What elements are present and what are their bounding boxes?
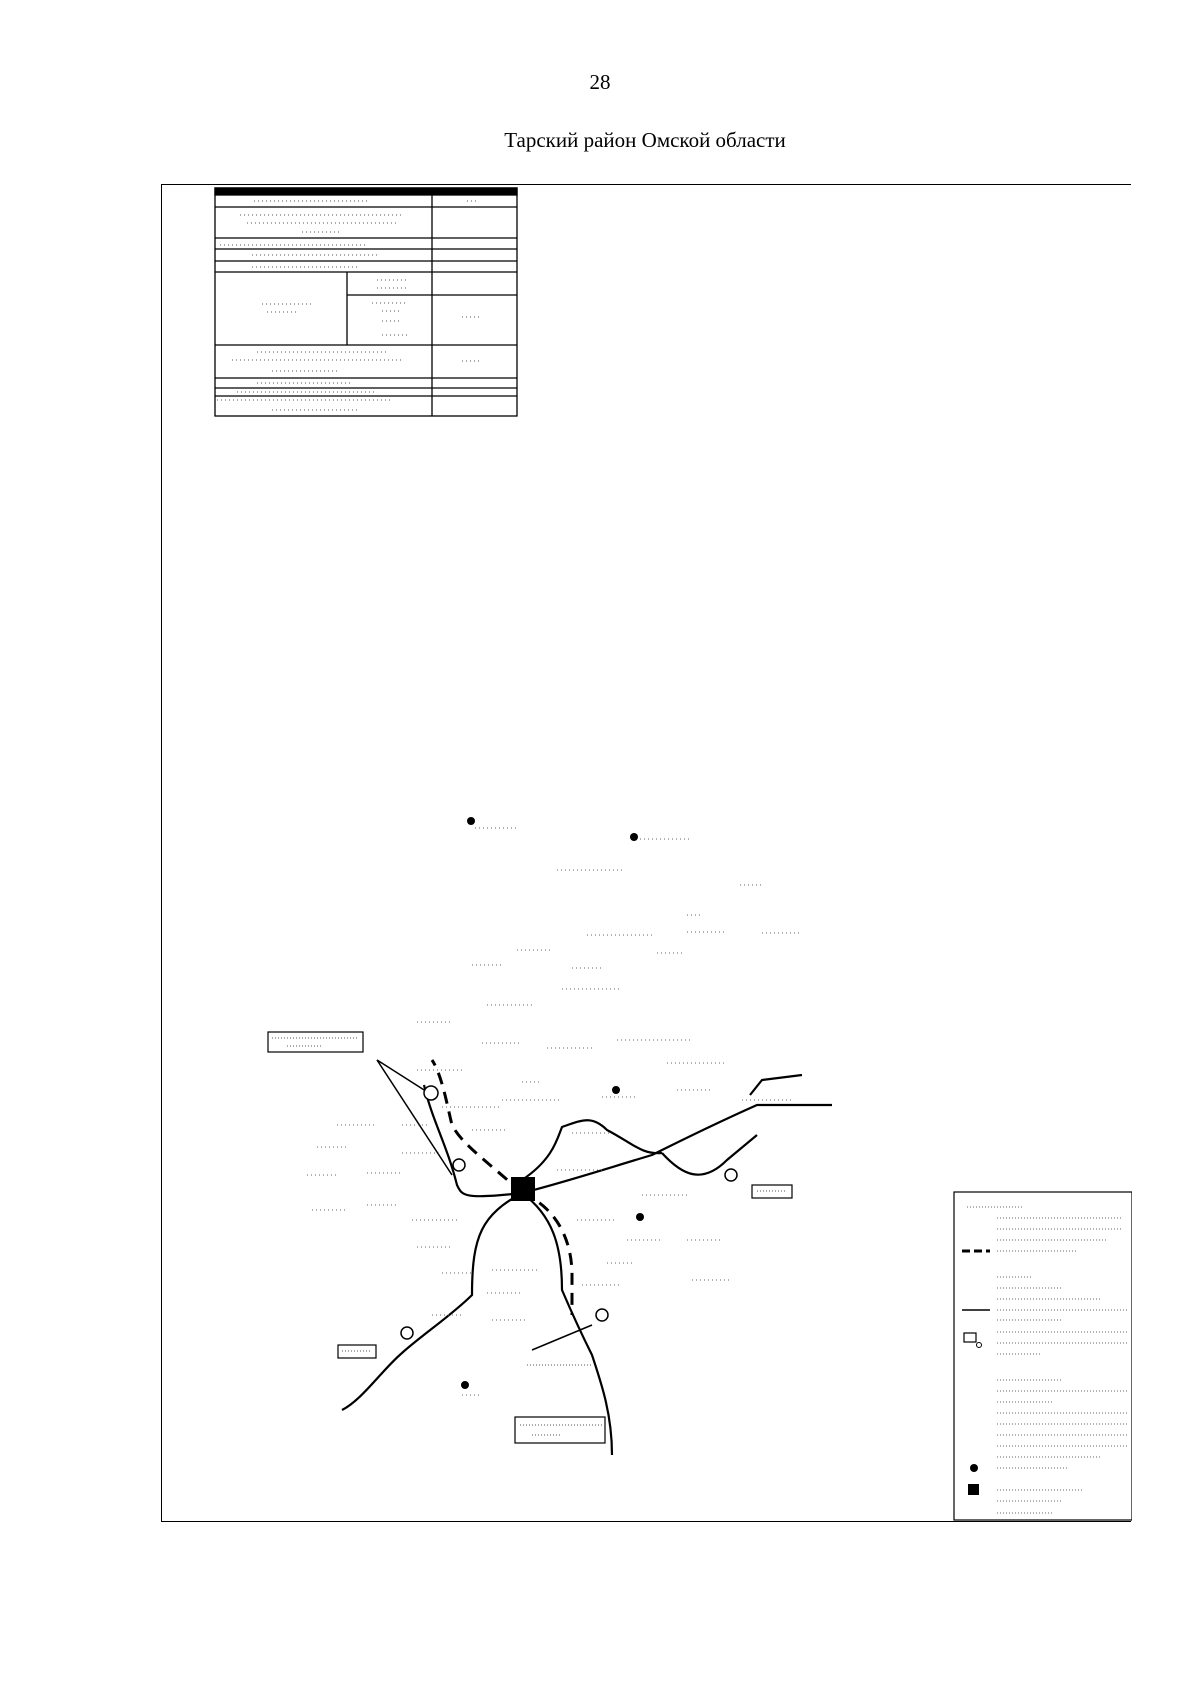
legend-district-center-icon xyxy=(968,1484,979,1495)
road-thin xyxy=(377,1060,592,1350)
map-legend xyxy=(954,1192,1132,1520)
bus-stop-2 xyxy=(453,1159,465,1171)
road-northeast xyxy=(522,1120,662,1180)
legend-settlement-icon xyxy=(970,1464,978,1472)
road-far-east xyxy=(750,1075,802,1095)
road-east xyxy=(522,1105,832,1193)
bus-stop-4 xyxy=(401,1327,413,1339)
district-map xyxy=(162,185,1132,1523)
bus-stop-1 xyxy=(424,1086,438,1100)
callout-boxes xyxy=(268,1032,792,1443)
statistics-table xyxy=(215,188,517,416)
settlement-dot-5 xyxy=(461,1381,469,1389)
district-center-square xyxy=(511,1177,535,1201)
page-title: Тарский район Омской области xyxy=(504,128,786,152)
roads-dashed xyxy=(432,1060,572,1315)
callout-faint-text xyxy=(272,1038,786,1435)
place-labels xyxy=(307,828,802,1395)
road-east-2 xyxy=(662,1135,757,1175)
settlement-dot-4 xyxy=(636,1213,644,1221)
callout-south xyxy=(515,1417,605,1443)
bus-stop-3 xyxy=(725,1169,737,1181)
roads xyxy=(342,1075,832,1455)
legend-callout-icon xyxy=(964,1333,976,1342)
legend-open-circle-icon xyxy=(977,1343,982,1348)
settlement-markers xyxy=(461,817,644,1389)
page-number: 28 xyxy=(589,70,611,94)
settlement-dot-1 xyxy=(467,817,475,825)
callout-northwest xyxy=(268,1032,363,1052)
road-southwest xyxy=(342,1193,522,1410)
bus-stop-5 xyxy=(596,1309,608,1321)
road-south xyxy=(522,1193,612,1455)
settlement-dot-2 xyxy=(630,833,638,841)
map-frame xyxy=(161,184,1131,1522)
settlement-dot-3 xyxy=(612,1086,620,1094)
road-west xyxy=(424,1085,522,1196)
